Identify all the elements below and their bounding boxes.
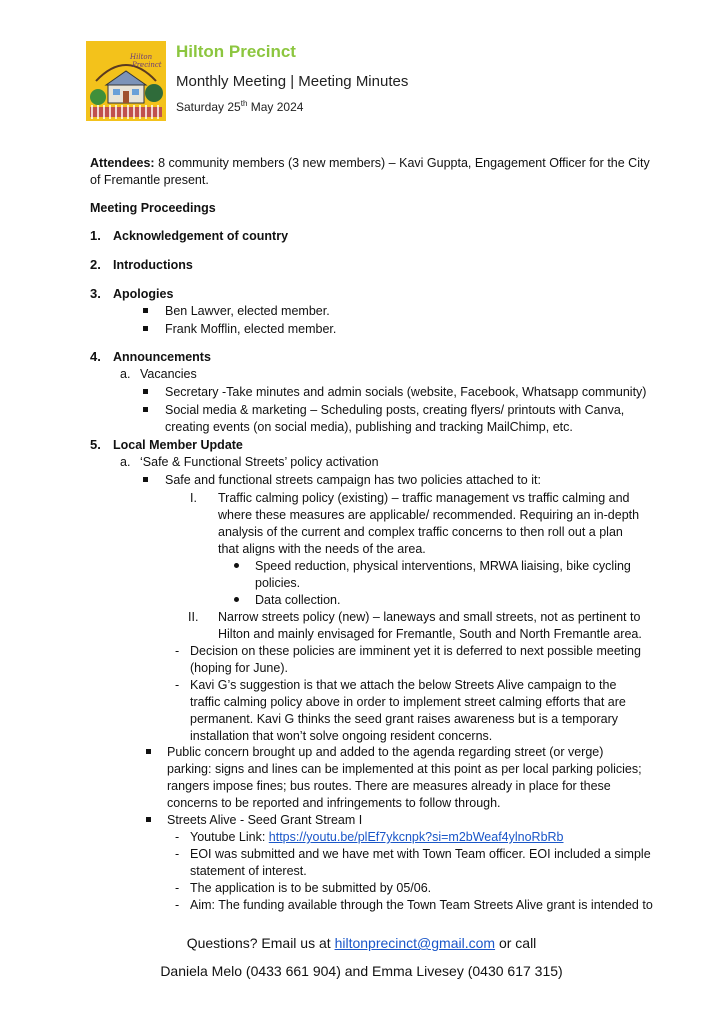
- bullet-square: [143, 407, 148, 412]
- speed-reduction-line1: Speed reduction, physical interventions, MRWA liaising, bike cycling: [255, 559, 631, 573]
- item-1-title: Acknowledgement of country: [113, 229, 289, 243]
- hilton-precinct-logo: [86, 41, 166, 121]
- campaign-policies-text: Safe and functional streets campaign has two policies attached to it:: [165, 473, 541, 487]
- bullet-dot: [234, 563, 239, 568]
- bullet-square: [143, 389, 148, 394]
- proceedings-heading: Meeting Proceedings: [90, 201, 216, 215]
- public-concern-line: concerns to be reported and infringements to follow through.: [167, 796, 501, 810]
- document-subtitle: Monthly Meeting | Meeting Minutes: [176, 73, 409, 90]
- vacancy-secretary: Secretary -Take minutes and admin socials (website, Facebook, Whatsapp community): [165, 385, 647, 399]
- item-2-number: 2.: [90, 257, 101, 272]
- traffic-calming-line: that aligns with the needs of the area.: [218, 542, 426, 556]
- item-3-number: 3.: [90, 286, 101, 301]
- bullet-square: [146, 817, 151, 822]
- apology-item: Frank Mofflin, elected member.: [165, 322, 337, 336]
- item-5-number: 5.: [90, 437, 101, 452]
- apology-item: Ben Lawver, elected member.: [165, 304, 330, 318]
- data-collection: Data collection.: [255, 593, 341, 607]
- kavi-suggestion-line: installation that won’t solve ongoing resident concerns.: [190, 729, 493, 743]
- speed-reduction-line2: policies.: [255, 576, 301, 590]
- youtube-line: Youtube Link: https://youtu.be/plEf7ykcnpk?si=m2bWeaf4ylnoRbRb: [190, 830, 564, 844]
- item-4-title: Announcements: [113, 350, 211, 364]
- narrow-streets-line: Hilton and mainly envisaged for Fremantle, South and North Fremantle area.: [218, 627, 642, 641]
- public-concern-line: parking: signs and lines can be implemented at this point as per local parking policies;: [167, 762, 642, 776]
- bullet-dot: [234, 597, 239, 602]
- attendees-section: Attendees: 8 community members (3 new members) – Kavi Guppta, Engagement Officer for the City of Fremantle present.: [90, 156, 650, 187]
- item-5-title: Local Member Update: [113, 438, 243, 452]
- dash-marker: -: [175, 847, 180, 861]
- dash-marker: -: [175, 881, 180, 895]
- footer-contacts: Daniela Melo (0433 661 904) and Emma Livesey (0430 617 315): [160, 963, 563, 979]
- vacancies-label: Vacancies: [140, 367, 197, 381]
- public-concern-line: rangers impose fines; bus routes. There are measures already in place for these: [167, 779, 611, 793]
- kavi-suggestion-line: Kavi G’s suggestion is that we attach the below Streets Alive campaign to the: [190, 678, 617, 692]
- traffic-calming-line: analysis of the current and complex traffic concerns to then roll out a plan: [218, 525, 623, 539]
- svg-text:Hilton: Hilton: [130, 53, 153, 61]
- item-3-title: Apologies: [113, 287, 174, 301]
- item-4-number: 4.: [90, 349, 101, 364]
- svg-text:Precinct: Precinct: [132, 61, 162, 69]
- policy-activation-label: ‘Safe & Functional Streets’ policy activation: [140, 455, 379, 469]
- decision-line: Decision on these policies are imminent yet it is deferred to next possible meeting: [190, 644, 641, 658]
- dash-marker: -: [175, 898, 180, 912]
- item-1-number: 1.: [90, 228, 101, 243]
- bullet-square: [146, 749, 151, 754]
- application-line: The application is to be submitted by 05/06.: [190, 881, 432, 895]
- public-concern-line: Public concern brought up and added to the agenda regarding street (or verge): [167, 745, 604, 759]
- kavi-suggestion-line: permanent. Kavi G thinks the seed grant raises awareness but is a temporary: [190, 712, 618, 726]
- meeting-date: Saturday 25th May 2024: [176, 99, 304, 114]
- kavi-suggestion-line: traffic calming policy above in order to implement street calming efforts that are: [190, 695, 626, 709]
- youtube-link[interactable]: https://youtu.be/plEf7ykcnpk?si=m2bWeaf4ylnoRbRb: [268, 830, 564, 844]
- bullet-square: [143, 326, 148, 331]
- footer-questions: Questions? Email us at hiltonprecinct@gmail.com or call: [186, 935, 537, 951]
- bullet-square: [143, 308, 148, 313]
- vacancy-social-line1: Social media & marketing – Scheduling posts, creating flyers/ printouts with Canva,: [165, 403, 625, 417]
- eoi-line: statement of interest.: [190, 864, 307, 878]
- narrow-streets-line: Narrow streets policy (new) – laneways and small streets, not as pertinent to: [218, 610, 641, 624]
- aim-line: Aim: The funding available through the Town Team Streets Alive grant is intended to: [190, 898, 653, 912]
- sub-a-label: a.: [120, 367, 131, 381]
- decision-line: (hoping for June).: [190, 661, 288, 675]
- dash-marker: -: [175, 830, 180, 844]
- roman-i-label: I.: [190, 491, 197, 505]
- email-link[interactable]: hiltonprecinct@gmail.com: [334, 935, 496, 951]
- item-2-title: Introductions: [113, 258, 193, 272]
- roman-ii-label: II.: [188, 610, 199, 624]
- dash-marker: -: [175, 678, 180, 692]
- org-name: Hilton Precinct: [176, 42, 296, 61]
- sub-a-label: a.: [120, 455, 131, 469]
- dash-marker: -: [175, 644, 180, 658]
- traffic-calming-line: where these measures are applicable/ recommended. Requiring an in-depth: [218, 508, 640, 522]
- bullet-square: [143, 477, 148, 482]
- traffic-calming-line: Traffic calming policy (existing) – traffic management vs traffic calming and: [218, 491, 630, 505]
- vacancy-social-line2: creating events (on social media), publishing and tracking MailChimp, etc.: [165, 420, 573, 434]
- eoi-line: EOI was submitted and we have met with Town Team officer. EOI included a simple: [190, 847, 651, 861]
- streets-alive-heading: Streets Alive - Seed Grant Stream I: [167, 813, 363, 827]
